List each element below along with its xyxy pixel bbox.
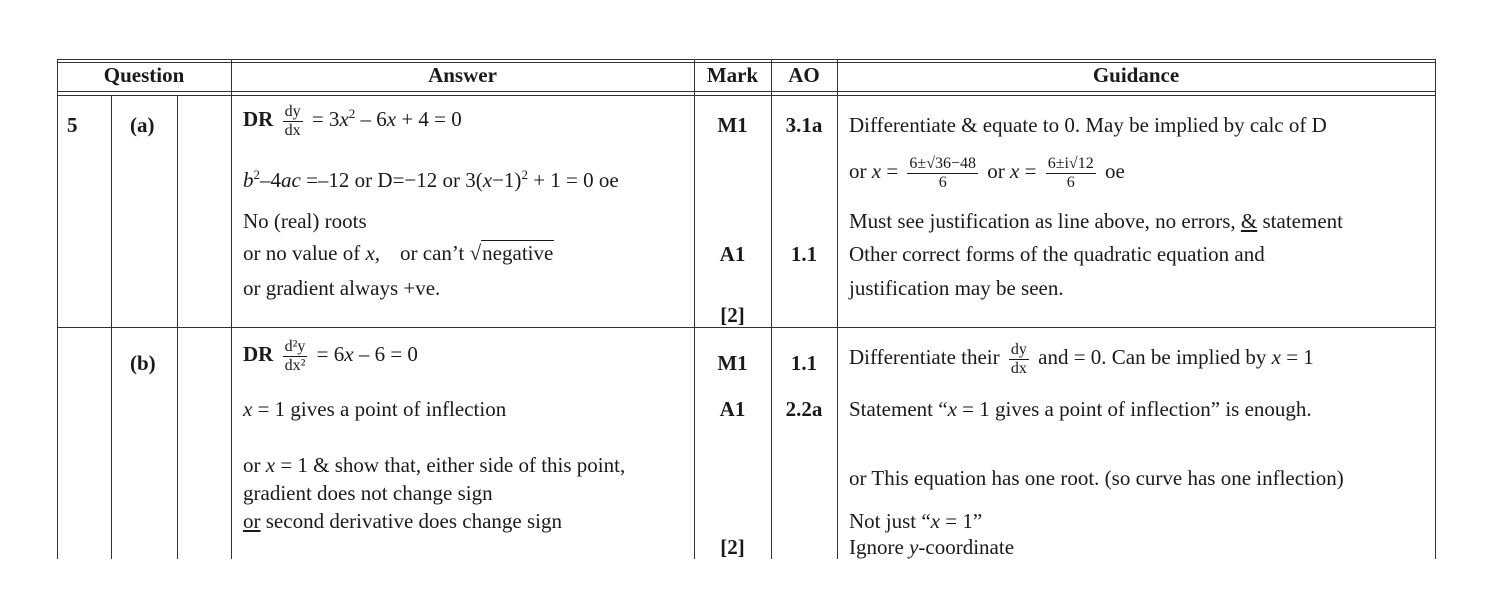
guidance-b-line5: Ignore y-coordinate <box>849 535 1015 559</box>
answer-b-line5: or second derivative does change sign <box>243 509 562 533</box>
question-part-b: (b) <box>130 351 156 375</box>
header-guidance: Guidance <box>1092 63 1180 87</box>
mark-a-a1: A1 <box>719 242 746 266</box>
answer-b-line3: or x = 1 & show that, either side of this point, <box>243 453 626 477</box>
header-bottom-border-inner <box>57 95 1436 96</box>
header-bottom-border <box>57 91 1436 92</box>
answer-b-line1: DR $\frac{\text{d²y}}{\text{dx²}}$ = 6x – 6 = 0 <box>243 338 418 374</box>
header-question: Question <box>103 63 185 87</box>
guidance-a-line3: Must see justification as line above, no errors, & statement <box>849 209 1343 233</box>
ao-a-2: 1.1 <box>790 242 818 266</box>
col-line-left <box>57 59 58 559</box>
answer-a-line4: or no value of x, or can’t √negative <box>243 241 554 265</box>
ao-a-1: 3.1a <box>785 113 823 137</box>
col-line-right <box>1435 59 1436 559</box>
dr-label-b: DR <box>243 341 274 366</box>
d2y-dx2-fraction: $\frac{\text{d²y}}{\text{dx²}}$ <box>284 338 306 374</box>
question-number: 5 <box>67 113 78 137</box>
answer-a-line1: DR $\frac{dy}{dx}$ = $3x^2 - 6x + 4 = 0$ <box>243 103 462 139</box>
guidance-b-line3: or This equation has one root. (so curve has one inflection) <box>849 466 1344 490</box>
col-line-q1 <box>111 95 112 559</box>
guidance-a-line5: justification may be seen. <box>849 276 1064 300</box>
dy-dx-fraction: $\frac{dy}{dx}$ <box>284 103 301 139</box>
mark-b-total: [2] <box>720 535 745 559</box>
guidance-a-line2: or x = $\frac{6\pm√36-48}{6}$ or x = $\frac{6\pm i√12}{6}$ oe <box>849 155 1125 191</box>
guidance-b-line1: Differentiate their $\frac{dy}{dx}$ and = 0. Can be implied by x = 1 <box>849 341 1314 377</box>
answer-a-line3: No (real) roots <box>243 209 367 233</box>
mark-a-total: [2] <box>720 303 745 327</box>
ao-b-1: 1.1 <box>790 351 818 375</box>
answer-b-line4: gradient does not change sign <box>243 481 493 505</box>
mark-a-m1: M1 <box>717 113 748 137</box>
guidance-a-line4: Other correct forms of the quadratic equation and <box>849 242 1265 266</box>
row-divider <box>57 327 1436 328</box>
root-fraction-2: $\frac{6\pm i√12}{6}$ <box>1047 155 1094 191</box>
guidance-b-line2: Statement “x = 1 gives a point of inflection” is enough. <box>849 397 1312 421</box>
ao-b-2: 2.2a <box>785 397 823 421</box>
col-line-guidance-l <box>837 59 838 559</box>
table-top-border <box>57 59 1436 60</box>
dy-dx-fraction-b: $\frac{dy}{dx}$ <box>1010 341 1027 377</box>
col-line-q2 <box>177 95 178 559</box>
col-line-answer-l <box>231 59 232 559</box>
header-answer: Answer <box>428 63 497 87</box>
guidance-a-line1: Differentiate & equate to 0. May be implied by calc of D <box>849 113 1327 137</box>
question-part-a: (a) <box>130 113 155 137</box>
mark-b-m1: M1 <box>717 351 748 375</box>
mark-b-a1: A1 <box>719 397 746 421</box>
answer-a-line2: $b^2-4ac =-12$ or D=−12 or $3(x-1)^2 + 1 = 0$ oe <box>243 167 619 192</box>
dr-label: DR <box>243 106 274 131</box>
header-ao: AO <box>788 63 820 87</box>
answer-a-line5: or gradient always +ve. <box>243 276 441 300</box>
header-mark: Mark <box>706 63 759 87</box>
guidance-b-line4: Not just “x = 1” <box>849 509 983 533</box>
root-fraction-1: $\frac{6\pm√36-48}{6}$ <box>909 155 977 191</box>
answer-b-line2: x = 1 gives a point of inflection <box>243 397 507 421</box>
